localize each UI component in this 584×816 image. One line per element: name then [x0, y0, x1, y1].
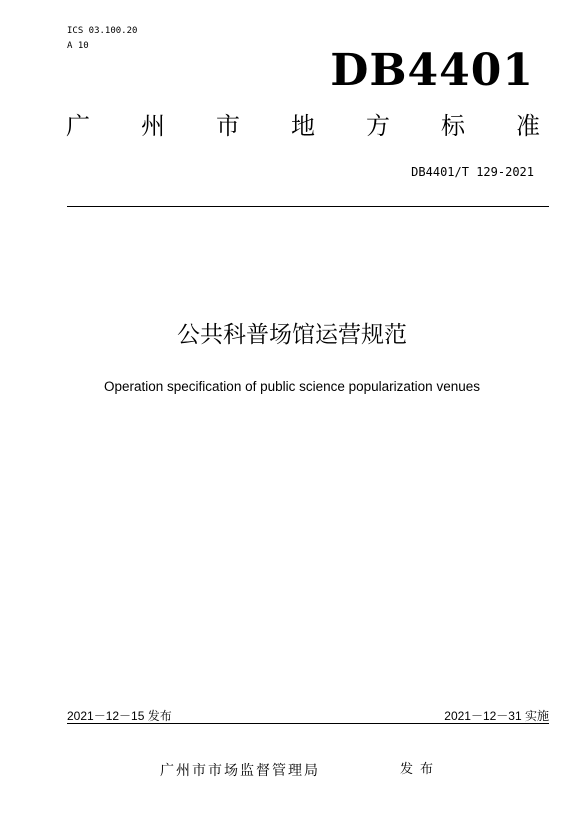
standard-type-char: 标 — [441, 112, 465, 140]
standard-type-char: 市 — [216, 112, 240, 140]
standard-type-char: 地 — [291, 112, 315, 140]
standard-code-logo: DB4401 — [330, 45, 534, 96]
issuing-action: 发布 — [400, 762, 441, 777]
header-divider — [67, 206, 549, 207]
standard-type-title — [66, 111, 540, 141]
standard-number: DB4401/T 129-2021 — [411, 165, 534, 179]
ics-code: ICS 03.100.20 — [67, 26, 138, 36]
footer-divider — [67, 723, 549, 724]
standard-type-char: 方 — [366, 112, 390, 140]
issuing-authority: 广州市市场监督管理局 — [160, 763, 320, 779]
document-title-english: Operation specification of public science popularization venues — [104, 379, 480, 394]
classification-code: A 10 — [67, 41, 89, 51]
standard-type-char: 广 — [66, 112, 90, 140]
issue-date: 2021－12－15 发布 — [67, 709, 172, 723]
document-title-chinese: 公共科普场馆运营规范 — [177, 322, 407, 348]
standard-type-char: 准 — [516, 112, 540, 140]
standard-type-char: 州 — [141, 112, 165, 140]
implementation-date: 2021－12－31 实施 — [444, 709, 549, 723]
